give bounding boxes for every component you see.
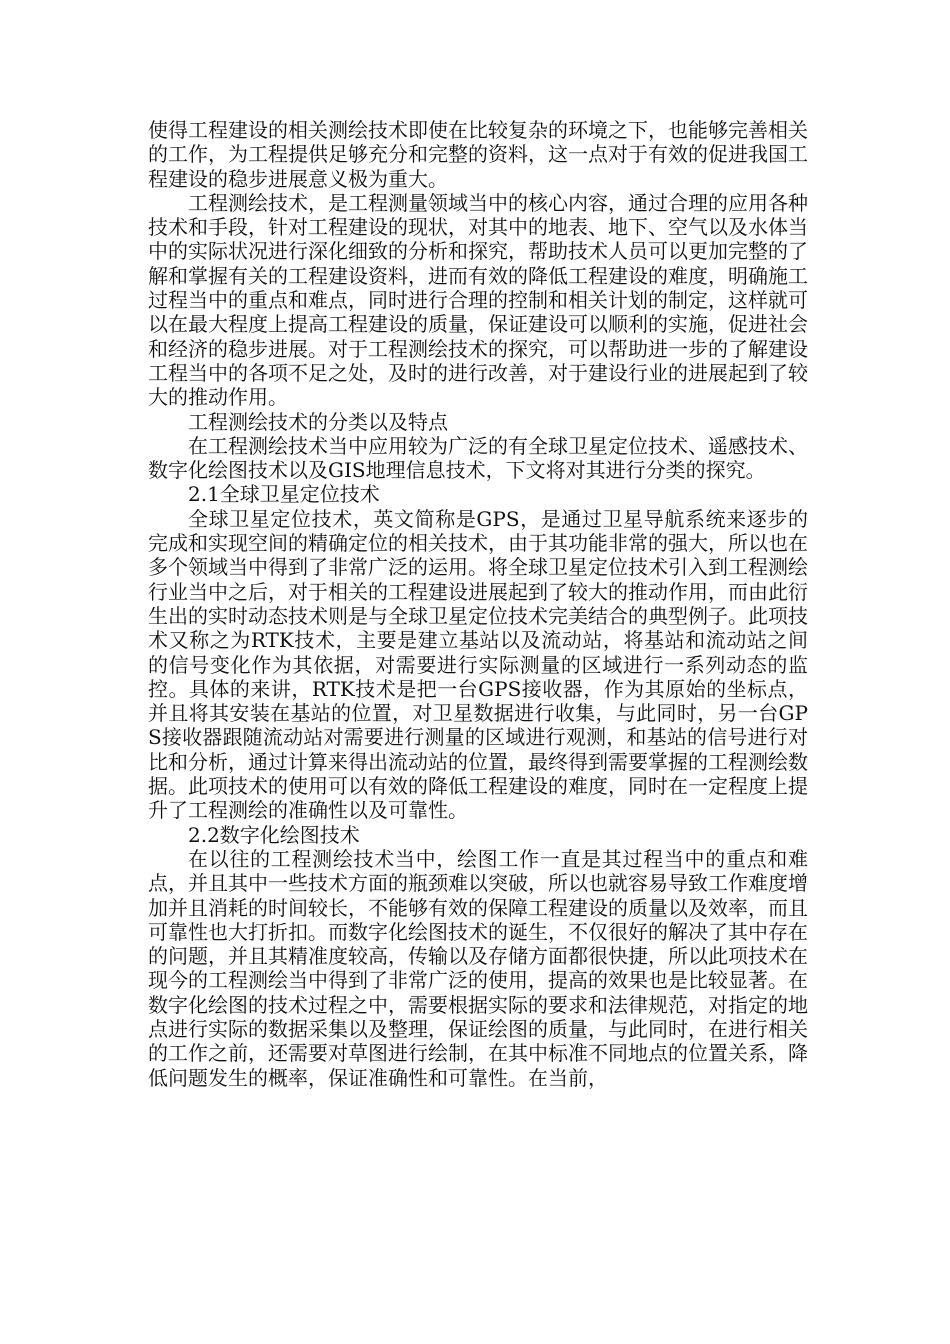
section-heading-digital-mapping: 2.2数字化绘图技术 — [188, 822, 360, 847]
paragraph-digital-mapping: 在以往的工程测绘技术当中，绘图工作一直是其过程当中的重点和难点，并且其中一些技术方面的瓶颈难以突破，所以也就容易导致工作难度增加并且消耗的时间较长，不能够有效的保障工程建设的质量以及效率，而且可靠性也大打折扣。而数字化绘图技术的诞生，不仅很好的解决了其中存在的问题，并且其精准度较高，传输以及存储方面都很快捷，所以此项技术在现今的工程测绘当中得到了非常广泛的使用，提高的效果也是比较显著。在数字化绘图的技术过程之中，需要根据实际的要求和法律规范，对指定的地点进行实际的数据采集以及整理，保证绘图的质量，与此同时，在进行相关的工作之前，还需要对草图进行绘制，在其中标准不同地点的位置关系，降低问题发生的概率，保证准确性和可靠性。在当前， — [148, 846, 808, 1090]
paragraph-gps: 全球卫星定位技术，英文简称是GPS，是通过卫星导航系统来逐步的完成和实现空间的精确定位的相关技术，由于其功能非常的强大，所以也在多个领域当中得到了非常广泛的运用。将全球卫星定位技术引入到工程测绘行业当中之后，对于相关的工程建设进展起到了较大的推动作用，而由此衍生出的实时动态技术则是与全球卫星定位技术完美结合的典型例子。此项技术又称之为RTK技术，主要是建立基站以及流动站，将基站和流动站之间的信号变化作为其依据，对需要进行实际测量的区域进行一系列动态的监控。具体的来讲，RTK技术是把一台GPS接收器，作为其原始的坐标点，并且将其安装在基站的位置，对卫星数据进行收集，与此同时，另一台GPS接收器跟随流动站对需要进行测量的区域进行观测，和基站的信号进行对比和分析，通过计算来得出流动站的位置，最终得到需要掌握的工程测绘数据。此项技术的使用可以有效的降低工程建设的难度，同时在一定程度上提升了工程测绘的准确性以及可靠性。 — [148, 506, 808, 823]
document-body — [148, 118, 808, 1090]
paragraph-continuation: 使得工程建设的相关测绘技术即使在比较复杂的环境之下，也能够完善相关的工作，为工程提供足够充分和完整的资料，这一点对于有效的促进我国工程建设的稳步进展意义极为重大。 — [148, 118, 808, 191]
paragraph-classification-overview: 在工程测绘技术当中应用较为广泛的有全球卫星定位技术、遥感技术、数字化绘图技术以及GIS地理信息技术，下文将对其进行分类的探究。 — [148, 433, 808, 483]
paragraph-engineering-survey-intro: 工程测绘技术，是工程测量领域当中的核心内容，通过合理的应用各种技术和手段，针对工程建设的现状，对其中的地表、地下、空气以及水体当中的实际状况进行深化细致的分析和探究，帮助技术人员可以更加完整的了解和掌握有关的工程建设资料，进而有效的降低工程建设的难度，明确施工过程当中的重点和难点，同时进行合理的控制和相关计划的制定，这样就可以在最大程度上提高工程建设的质量，保证建设可以顺利的实施，促进社会和经济的稳步进展。对于工程测绘技术的探究，可以帮助进一步的了解建设工程当中的各项不足之处，及时的进行改善，对于建设行业的进展起到了较大的推动作用。 — [148, 190, 808, 410]
section-heading-classification: 工程测绘技术的分类以及特点 — [188, 409, 448, 434]
section-heading-gps: 2.1全球卫星定位技术 — [188, 482, 380, 507]
